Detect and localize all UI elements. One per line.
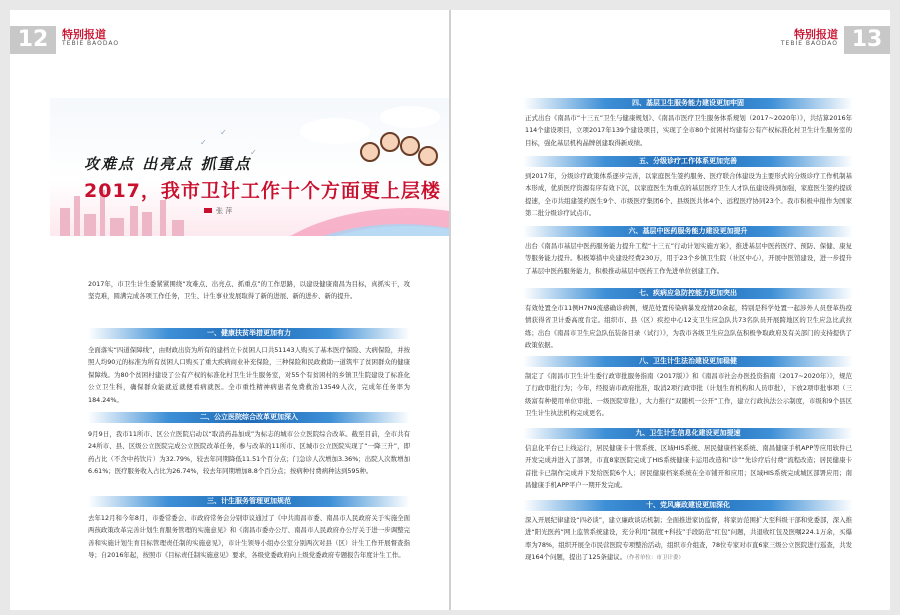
section-heading: 二、公立医院综合改革更加深入 — [88, 412, 410, 423]
article-byline: （作者单位：市卫计委） — [626, 555, 684, 562]
section-label-en: TEBIE BAODAO — [62, 40, 120, 47]
page-number: 12 — [10, 26, 56, 54]
section-heading: 三、计生服务管理更加规范 — [88, 496, 410, 507]
section-heading: 十、党风廉政建设更加深化 — [523, 500, 853, 511]
section-body: 到2017年，分级诊疗政策体系逐步完善，以家庭医生签约服务、医疗联合体建设为主要形式的分级诊疗工作机制基本形成，优质医疗资源有序有效下沉，以家庭医生为重点的基层医疗卫生人才队伍建设得到加强，家庭医生签约提质提速，全市共组建签约医生9个、市级医疗集团6个、县级医共体4个、远程医疗协同23个。我市积极申报作为国家第二批分级诊疗试点市。 — [525, 172, 852, 218]
section-heading: 七、疾病应急防控能力更加突出 — [523, 288, 853, 299]
section-label: 特别报道 — [62, 28, 106, 41]
article-intro: 2017年，市卫生计生委紧紧围绕“攻难点、出亮点、抓重点”的工作思路，以建设健康南昌为目标，真抓实干，攻坚克难，圆满完成各项工作任务，卫生、计生事业发展取得了新的进展、新的进步、新的提升。 — [88, 280, 410, 301]
article-author: 张 萍 — [216, 207, 233, 215]
article-title: 2017，我市卫计工作十个方面更上层楼 — [84, 180, 441, 202]
children-illustration — [350, 122, 440, 182]
section-body: 有效处置全市11例H7N9流感确诊病例，规范处置传染病暴发疫情20余起，特别是科学处置一起涉外人员登革热疫情获得省卫计委高度肯定。组织市、县（区）疾控中心12支卫生应急队共73名队员开展跨地区的卫生应急比武拉练；出台《南昌市卫生应急队伍装备目录（试行）》，为我市各级卫生应急队伍积极争取政府及有关部门的支持提供了政策依据。 — [525, 304, 852, 350]
bird-icon: ✓ — [250, 148, 257, 157]
page-number: 13 — [844, 26, 890, 54]
author-marker — [204, 208, 212, 213]
section-heading: 九、卫生计生信息化建设更加提速 — [523, 428, 853, 439]
section-body: 去年12月和今年8月，市委常委会、市政府常务会分别审议通过了《中共南昌市委、南昌市人民政府关于实施全面两孩政策改革完善计划生育服务管理的实施意见》和《南昌市委办公厅、南昌市人民政府办公厅关于进一步调整完善和实施计划生育目标管理责任制的实施意见》，市计生领导小组办公室分别两次对县（区）计生工作开展督查指导；自2016年起，按照市《目标责任制实施意见》要求，各级党委政府向上级党委政府专题报告年度计生工作。 — [88, 514, 410, 560]
bird-icon: ✓ — [200, 138, 207, 147]
bird-icon: ✓ — [220, 128, 227, 137]
section-heading: 一、健康扶贫举措更加有力 — [88, 328, 410, 339]
section-label-en: TEBIE BAODAO — [780, 40, 838, 47]
section-heading: 六、基层中医药服务能力建设更加提升 — [523, 226, 853, 237]
article-slogan: 攻难点 出亮点 抓重点 — [84, 155, 252, 173]
left-page — [10, 10, 449, 610]
section-body: 全面落实“四道保障线”，由财政出资为所有的建档立卡贫困人口共51143人购买了基本医疗保险、大病保险，并按照人均90元的标准为所有贫困人口购买了重大疾病商业补充保险，三种保险和民政救助一道筑牢了贫困群众的健康保障线。为80个贫困村建设了公有产权的标准化村卫生计生服务室，对55个有贫困村的乡镇卫生院建设了标准化公立卫生科，确保群众能就近就便看病就医。全市重性精神病患者免费救治13549人次，完成年任务率为184.24%。 — [88, 346, 410, 404]
section-heading: 八、卫生计生法治建设更加稳健 — [523, 356, 853, 367]
section-heading: 四、基层卫生服务能力建设更加牢固 — [523, 98, 853, 109]
section-heading: 五、分级诊疗工作体系更加完善 — [523, 156, 853, 167]
section-body: 正式出台《南昌市“十三五”卫生与健康规划》、《南昌市医疗卫生服务体系规划（2017~2020年）》，共结算2016年114个建设项目，立项2017年139个建设项目，实现了全市80个贫困村均建有公有产权标准化村卫生计生服务室的目标，强化基层机构晶牌创建取得新成绩。 — [525, 114, 852, 147]
section-body: 制定了《南昌市卫生计生委行政审批服务指南（2017版）》和《南昌市社会办医投资指南（2017~2020年）》，规范了行政审批行为；今年，经报请市政府批准，取消2项行政审批（计划生育机构和人员审批），下放2项审批事项（三级富有种使用单位审批、一级医院审批），大力推行“双随机一公开”工作，建立行政执法公示制度，市级和9个县区卫生计生执法机构完成更名。 — [525, 372, 852, 418]
section-body: 出台《南昌市基层中医药服务能力提升工程“十三五”行动计划实施方案》，推进基层中医药医疗、预防、保健、康复等服务能力提升。积极筹措中央建设经费230万，用于23个乡镇卫生院（社区中心），开展中医馆建设，进一步提升了基层中医药服务能力，积极推动基层中医药工作先进单位创建工作。 — [525, 242, 852, 275]
section-body-text: 深入开展纪律建设“四必谈”，建立廉政谈话机制；全面推进家访监督，将家访范围扩大至科级干部和党委部，深入推进“阳光医药”网上监管系统建设，充分利用“制度+科技”手段防范“红包”问题，共退收红包及医嘱224.1万余，买爆率为78%，组织开展全市民营医院专项整治活动，组织市介组查，78位专家对市直6家三级公立医院进行巡查，共发现164个问题，提出了125条建议。 — [525, 516, 852, 562]
section-body: 9月9日，我市11所市、区公立医院启动以“取消药品加成”为标志的城市公立医院综合改革。截至目前，全市共有24所市、县、区级公立医院完成公立医院改革任务，参与改革的11所市、区城市公立医院实现了“一降三升”，即药占比（不含中药饮片）为32.79%，较去年同期降低11.51个百分点；门急诊人次增加3.36%；出院人次数增加6.61%；医疗服务收入占比为26.74%，较去年同期增加8.8个百分点；按病种付费病种达到595种。 — [88, 430, 410, 476]
section-label: 特别报道 — [794, 28, 838, 41]
section-body — [525, 514, 852, 565]
section-body: 信息化平台已上线运行，居民健康卡十管系统、区域HIS系统、居民健康档案系统、南昌健康手机APP等应用软件已开发完成并进入了部署，市直8家医院完成了HIS系统健康卡运用改造和“诊”“先诊疗后付费”流程改造；居民健康卡首批卡已制作完成并下发给医院6个人；居民健康档案系统在全市铺开和应用；区域HIS系统完成城区部署应用；南昌健康手机APP平户一期开发完成。 — [525, 444, 852, 490]
right-page — [451, 10, 890, 610]
